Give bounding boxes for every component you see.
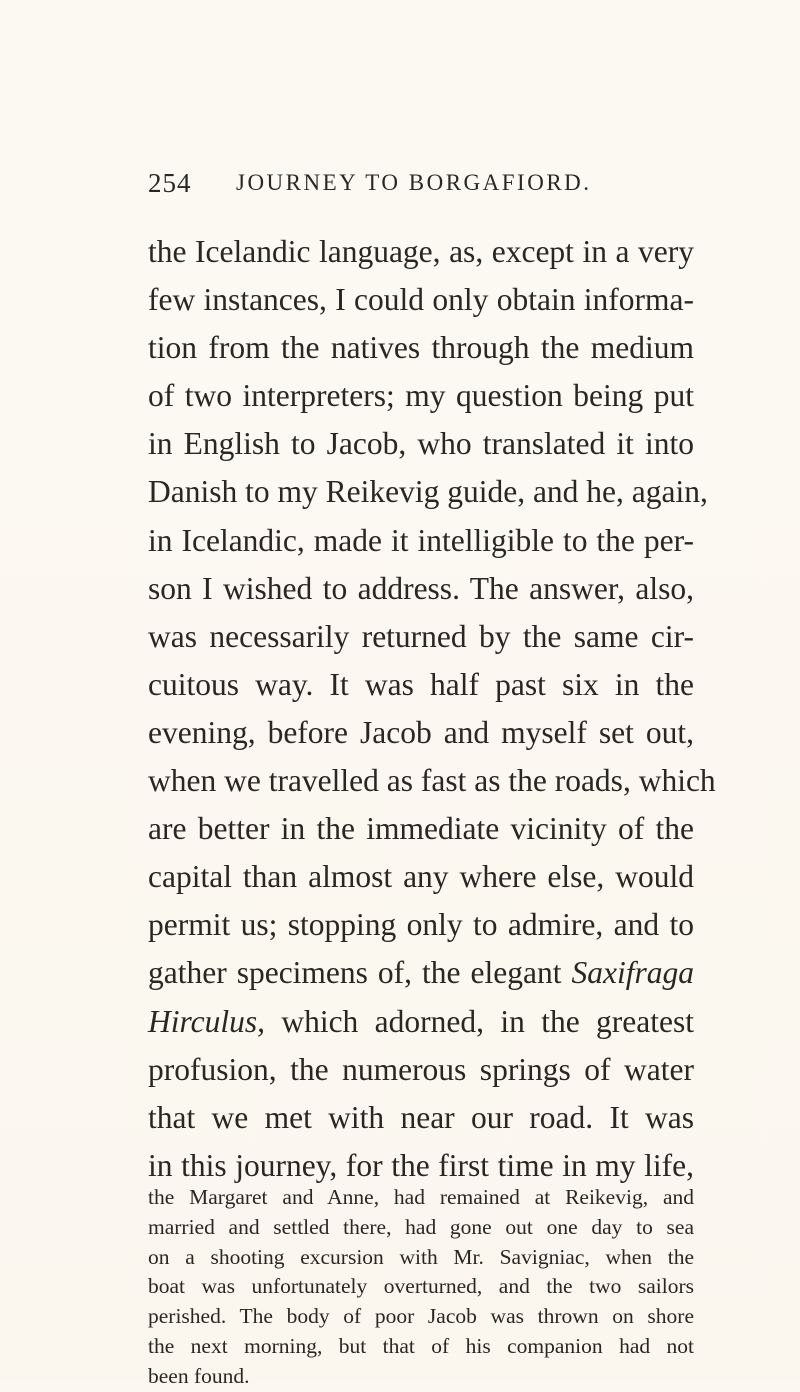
text-line: are better in the immediate vicinity of the (148, 811, 694, 847)
text-line: was necessarily returned by the same cir- (148, 618, 694, 654)
text-segment: gather specimens of, the elegant (148, 955, 562, 991)
footnote-line: been found. (148, 1363, 250, 1388)
running-title: JOURNEY TO BORGAFIORD. (236, 170, 592, 195)
text-line: permit us; stopping only to admire, and to (148, 907, 694, 943)
text-line: when we travelled as fast as the roads, which (148, 763, 716, 799)
species-name-italic: Hirculus, (148, 1003, 265, 1039)
text-line: that we met with near our road. It was (148, 1099, 694, 1135)
text-line: few instances, I could only obtain informa- (148, 282, 694, 318)
footnote-line: perished. The body of poor Jacob was thrown on shore (148, 1304, 694, 1329)
footnote (148, 1183, 694, 1392)
text-line: son I wished to address. The answer, also, (148, 570, 694, 606)
text-line: evening, before Jacob and myself set out, (148, 714, 694, 750)
footnote-line: on a shooting excursion with Mr. Savigniac, when the (148, 1244, 694, 1269)
footnote-line: the Margaret and Anne, had remained at Reikevig, and (148, 1185, 694, 1209)
text-line-with-italic (148, 949, 694, 997)
footnote-line: boat was unfortunately overturned, and the two sailors (148, 1274, 694, 1299)
text-line: cuitous way. It was half past six in the (148, 666, 694, 702)
text-line: Danish to my Reikevig guide, and he, again, (148, 474, 708, 510)
text-line: the Icelandic language, as, except in a very (148, 234, 694, 269)
text-line-with-italic (148, 998, 694, 1046)
species-name-italic: Saxifraga (571, 955, 695, 991)
main-text (148, 228, 716, 1190)
footnote-line: married and settled there, had gone out one day to sea (148, 1214, 694, 1239)
text-line: profusion, the numerous springs of water (148, 1051, 694, 1087)
text-line: of two interpreters; my question being put (148, 378, 694, 414)
text-line: tion from the natives through the medium (148, 330, 694, 366)
text-segment: which adorned, in the greatest (264, 1003, 694, 1039)
page-number: 254 (148, 168, 192, 198)
footnote-line: the next morning, but that of his companion had not (148, 1333, 694, 1358)
page-header (148, 168, 748, 208)
text-line: in English to Jacob, who translated it into (148, 426, 694, 462)
text-line: in this journey, for the first time in my life, (148, 1147, 694, 1183)
text-line: in Icelandic, made it intelligible to the per- (148, 522, 694, 558)
text-line: capital than almost any where else, would (148, 859, 694, 895)
